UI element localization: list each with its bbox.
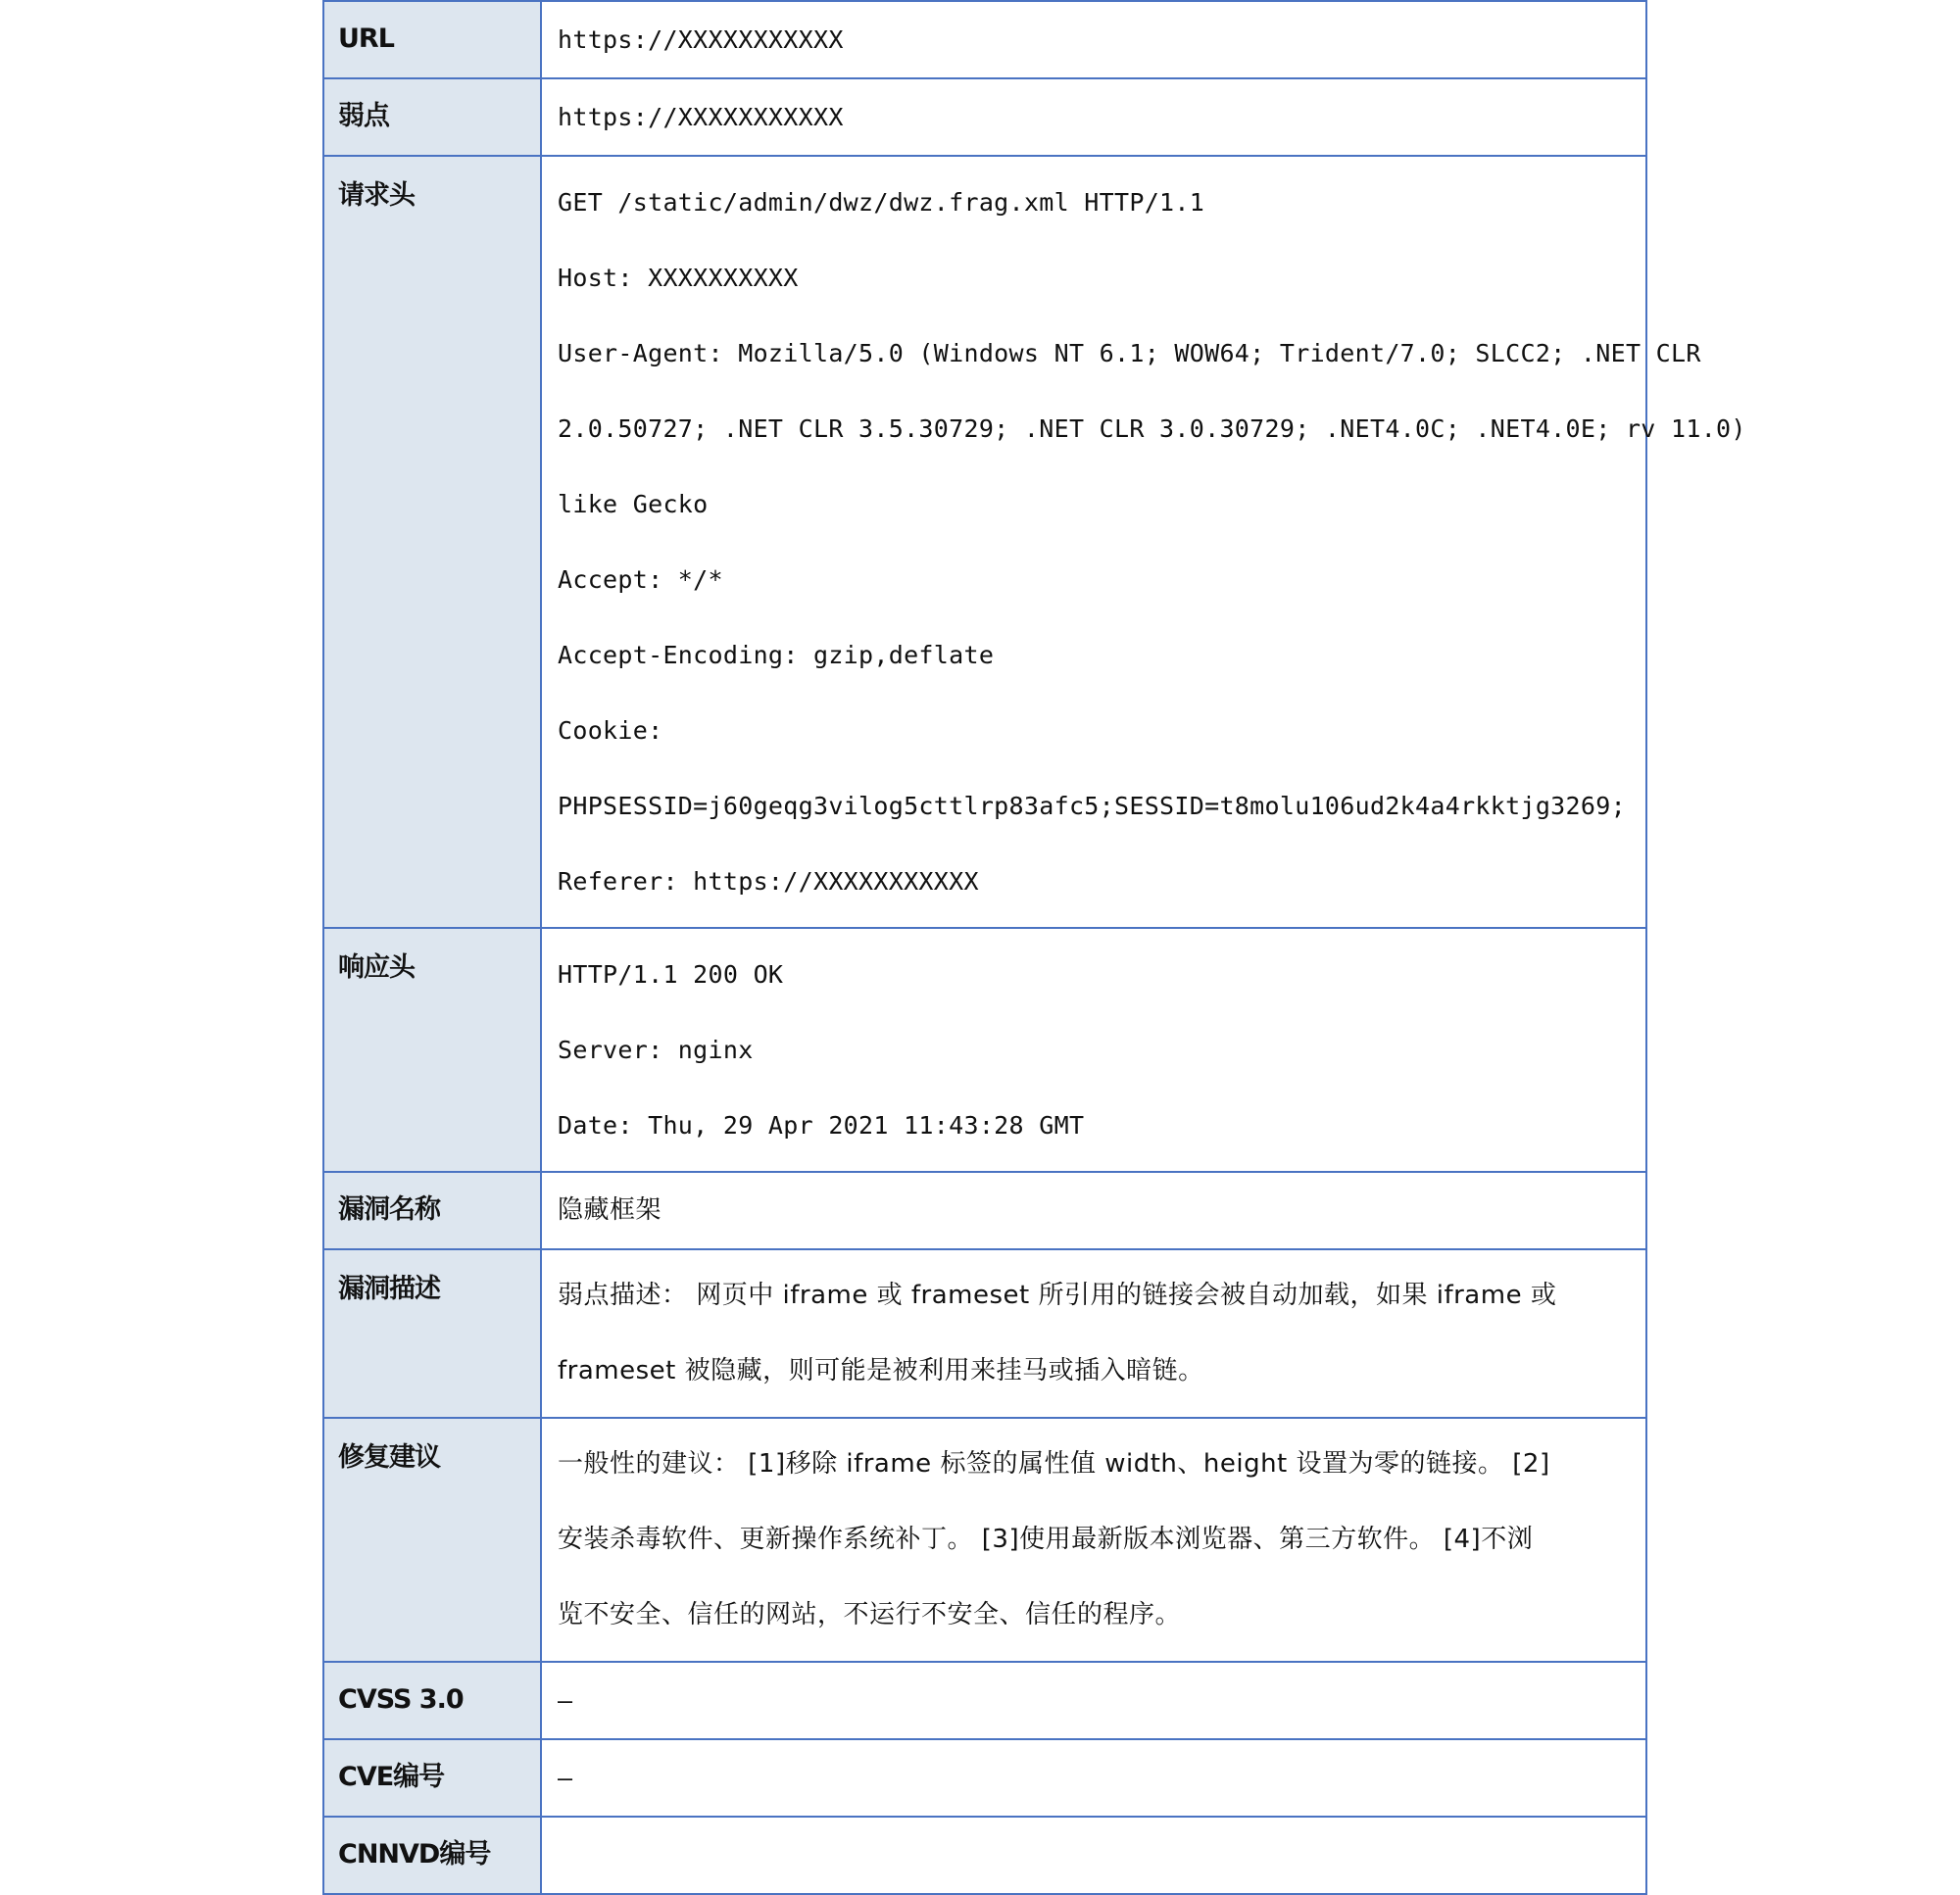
label-cell <box>323 1249 541 1418</box>
value-line: https://XXXXXXXXXXX <box>558 103 844 131</box>
label-cell <box>323 1662 541 1739</box>
value-cell <box>541 1172 1646 1249</box>
row-label: 漏洞名称 <box>338 1194 440 1225</box>
value-line: 安装杀毒软件、更新操作系统补丁。 [3]使用最新版本浏览器、第三方软件。 [4]不浏 <box>558 1525 1534 1554</box>
table-row-fix-suggestion <box>323 1418 1646 1662</box>
value-line: PHPSESSID=j60geqg3vilog5cttlrp83afc5;SESSID=t8molu106ud2k4a4rkktjg3269; <box>558 792 1626 820</box>
table-row-vuln-description <box>323 1249 1646 1418</box>
table-row-response-headers <box>323 928 1646 1172</box>
value-line: — <box>558 1686 573 1715</box>
row-label: CVE编号 <box>338 1762 445 1792</box>
row-label: CVSS 3.0 <box>338 1684 464 1715</box>
value-line: Referer: https://XXXXXXXXXXX <box>558 867 979 896</box>
label-cell <box>323 1418 541 1662</box>
value-line <box>558 1818 1632 1893</box>
value-cell <box>541 1418 1646 1662</box>
label-cell <box>323 1817 541 1894</box>
value-line: GET /static/admin/dwz/dwz.frag.xml HTTP/1.1 <box>558 188 1205 217</box>
value-line: 隐藏框架 <box>558 1195 662 1225</box>
value-line: HTTP/1.1 200 OK <box>558 960 784 989</box>
label-cell <box>323 78 541 156</box>
label-cell <box>323 1172 541 1249</box>
row-label: 请求头 <box>338 180 415 211</box>
value-line: Date: Thu, 29 Apr 2021 11:43:28 GMT <box>558 1111 1085 1140</box>
table-row-request-headers <box>323 156 1646 928</box>
label-cell <box>323 928 541 1172</box>
value-line: User-Agent: Mozilla/5.0 (Windows NT 6.1; WOW64; Trident/7.0; SLCC2; .NET CLR <box>558 339 1701 367</box>
table-row-url <box>323 1 1646 78</box>
row-label: URL <box>338 24 394 54</box>
value-cell <box>541 928 1646 1172</box>
row-label: CNNVD编号 <box>338 1839 491 1870</box>
table-row-vuln-name <box>323 1172 1646 1249</box>
value-cell <box>541 1662 1646 1739</box>
table-row-cnnvd-id <box>323 1817 1646 1894</box>
value-cell <box>541 78 1646 156</box>
value-line: 2.0.50727; .NET CLR 3.5.30729; .NET CLR 3.0.30729; .NET4.0C; .NET4.0E; rv 11.0) <box>558 414 1746 443</box>
table-row-cvss <box>323 1662 1646 1739</box>
row-label: 漏洞描述 <box>338 1274 440 1304</box>
value-line: — <box>558 1764 573 1792</box>
label-cell <box>323 1 541 78</box>
row-label: 弱点 <box>338 101 389 131</box>
value-cell <box>541 1 1646 78</box>
value-line: Server: nginx <box>558 1036 754 1064</box>
value-line: https://XXXXXXXXXXX <box>558 25 844 54</box>
row-label: 响应头 <box>338 952 415 983</box>
value-cell <box>541 1249 1646 1418</box>
value-line: Accept: */* <box>558 565 723 594</box>
label-cell <box>323 156 541 928</box>
value-cell <box>541 1817 1646 1894</box>
value-line: Host: XXXXXXXXXX <box>558 264 799 292</box>
value-line: Accept-Encoding: gzip,deflate <box>558 641 995 669</box>
value-line: 弱点描述： 网页中 iframe 或 frameset 所引用的链接会被自动加载，如果 iframe 或 <box>558 1281 1557 1310</box>
row-label: 修复建议 <box>338 1442 440 1473</box>
value-cell <box>541 1739 1646 1817</box>
value-line: frameset 被隐藏，则可能是被利用来挂马或插入暗链。 <box>558 1356 1204 1385</box>
table-row-weakness <box>323 78 1646 156</box>
value-cell <box>541 156 1746 928</box>
vulnerability-report-table <box>322 0 1746 1895</box>
label-cell <box>323 1739 541 1817</box>
value-line: 一般性的建议： [1]移除 iframe 标签的属性值 width、height 设置为零的链接。 [2] <box>558 1449 1550 1479</box>
value-line: 览不安全、信任的网站，不运行不安全、信任的程序。 <box>558 1600 1182 1629</box>
value-line: like Gecko <box>558 490 709 518</box>
table-row-cve-id <box>323 1739 1646 1817</box>
value-line: Cookie: <box>558 716 663 745</box>
